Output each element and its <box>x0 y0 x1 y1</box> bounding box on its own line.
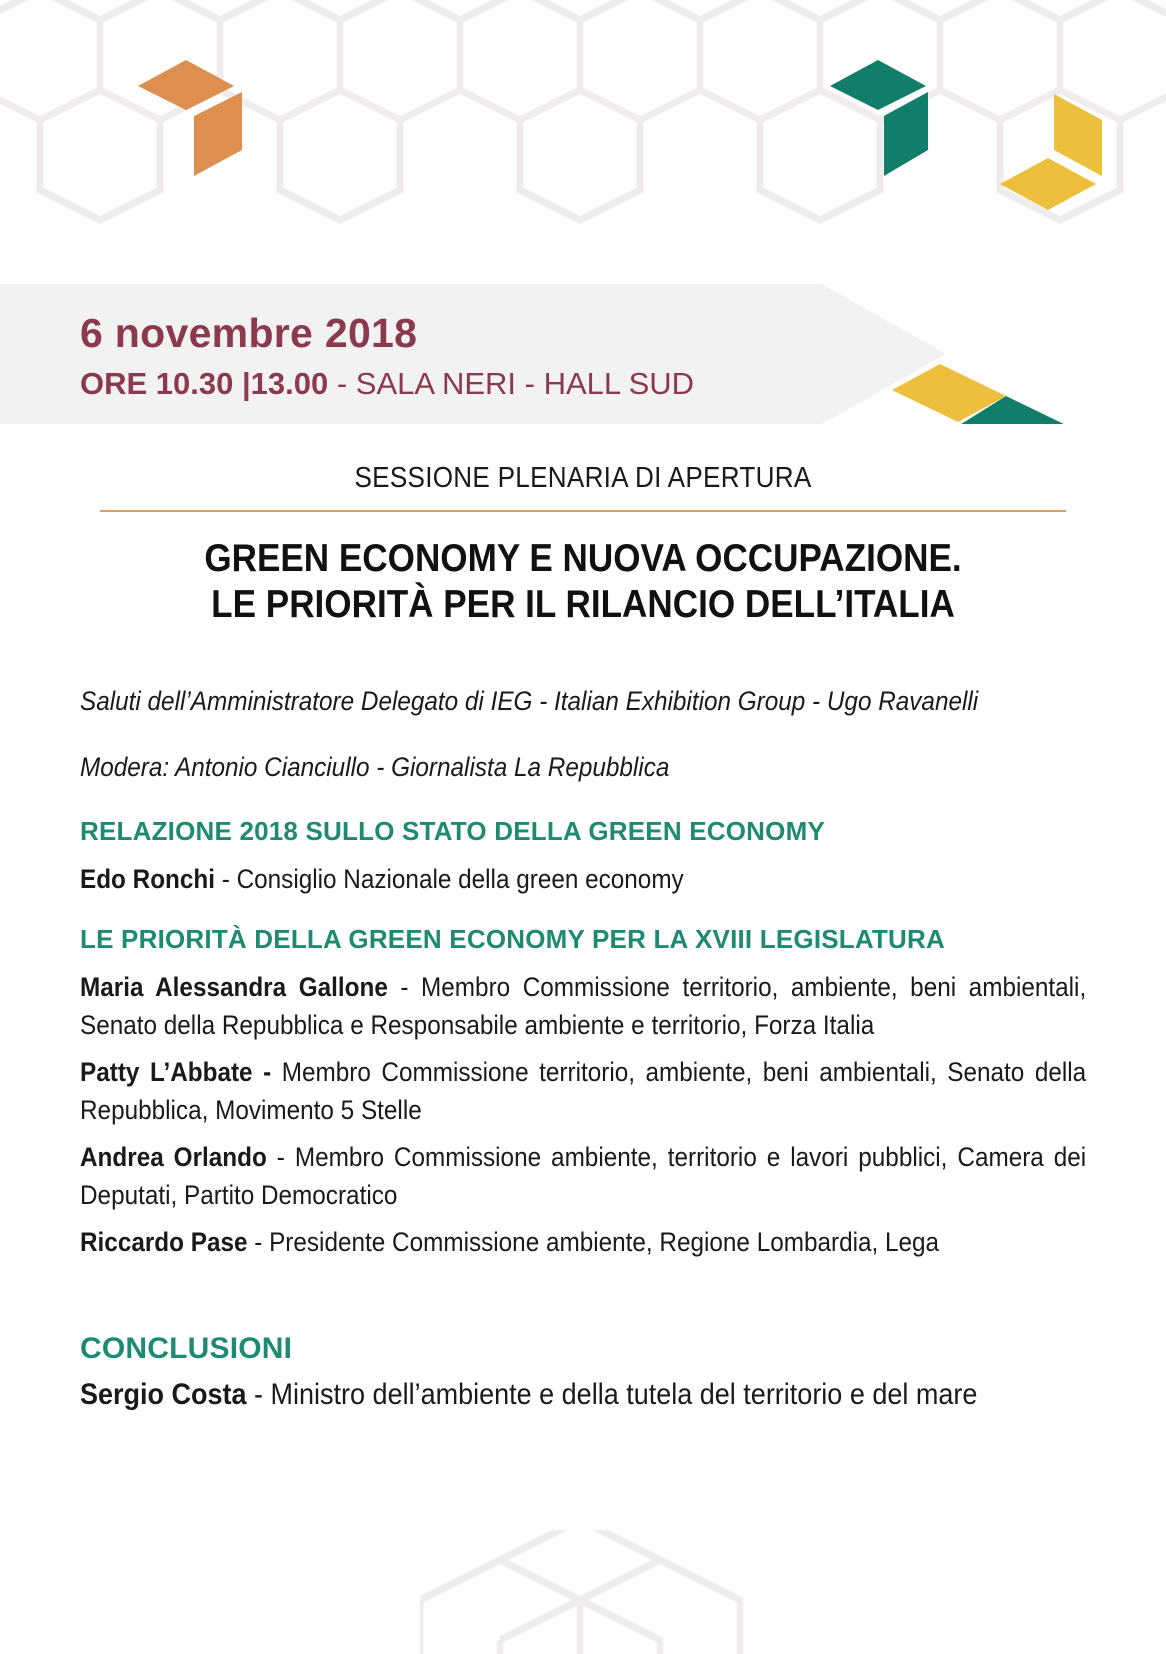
title-line-2: LE PRIORITÀ PER IL RILANCIO DELL’ITALIA <box>211 583 955 626</box>
hexagon-pattern-top <box>0 0 1166 240</box>
speaker-item <box>80 1053 1086 1129</box>
divider <box>100 510 1066 512</box>
session-label: SESSIONE PLENARIA DI APERTURA <box>354 462 812 494</box>
section-heading-conclusioni: CONCLUSIONI <box>80 1332 293 1365</box>
speaker-name: Andrea Orlando <box>80 1142 267 1172</box>
speaker-name: Riccardo Pase <box>80 1227 248 1257</box>
greetings: Saluti dell’Amministratore Delegato di IEG - Italian Exhibition Group - Ugo Ravanelli <box>80 686 979 716</box>
speaker-role: - Presidente Commissione ambiente, Regione Lombardia, Lega <box>247 1227 940 1257</box>
speaker-list <box>80 968 1086 1261</box>
speaker-list <box>80 860 1086 898</box>
section-heading-relazione: RELAZIONE 2018 SULLO STATO DELLA GREEN ECONOMY <box>80 816 825 846</box>
speaker-item <box>80 1138 1086 1214</box>
page-title <box>58 536 1107 628</box>
event-date: 6 novembre 2018 <box>80 310 418 356</box>
speaker-role: - Membro Commissione territorio, ambiente, beni ambientali, Senato della Repubblica e Responsabile ambiente e territorio, Forza Italia <box>80 972 1087 1040</box>
speaker-name: Sergio Costa <box>80 1378 247 1411</box>
speaker-item <box>80 1223 1086 1261</box>
speaker-role: - Membro Commissione ambiente, territorio e lavori pubblici, Camera dei Deputati, Partito Democratico <box>80 1142 1087 1210</box>
speaker-list <box>80 1376 1086 1414</box>
speaker-name: Edo Ronchi <box>80 864 215 894</box>
speaker-role: - Consiglio Nazionale della green economy <box>215 864 684 894</box>
event-venue: - SALA NERI - HALL SUD <box>328 366 695 401</box>
speaker-name: Maria Alessandra Gallone <box>80 972 388 1002</box>
speaker-item <box>80 860 1086 898</box>
speaker-item <box>80 968 1086 1044</box>
speaker-item <box>80 1376 1086 1414</box>
event-time-venue <box>80 366 694 402</box>
speaker-name: Patty L’Abbate - <box>80 1057 272 1087</box>
speaker-role: - Ministro dell’ambiente e della tutela del territorio e del mare <box>246 1378 978 1411</box>
speaker-role: Membro Commissione territorio, ambiente, beni ambientali, Senato della Repubblica, Movimento 5 Stelle <box>80 1057 1087 1125</box>
hexagon-pattern-bottom <box>420 1530 750 1654</box>
event-time: ORE 10.30 |13.00 <box>80 366 329 401</box>
title-line-1: GREEN ECONOMY E NUOVA OCCUPAZIONE. <box>204 537 962 580</box>
section-heading-priorita: LE PRIORITÀ DELLA GREEN ECONOMY PER LA XVIII LEGISLATURA <box>80 924 945 954</box>
moderator: Modera: Antonio Cianciullo - Giornalista La Repubblica <box>80 752 670 782</box>
